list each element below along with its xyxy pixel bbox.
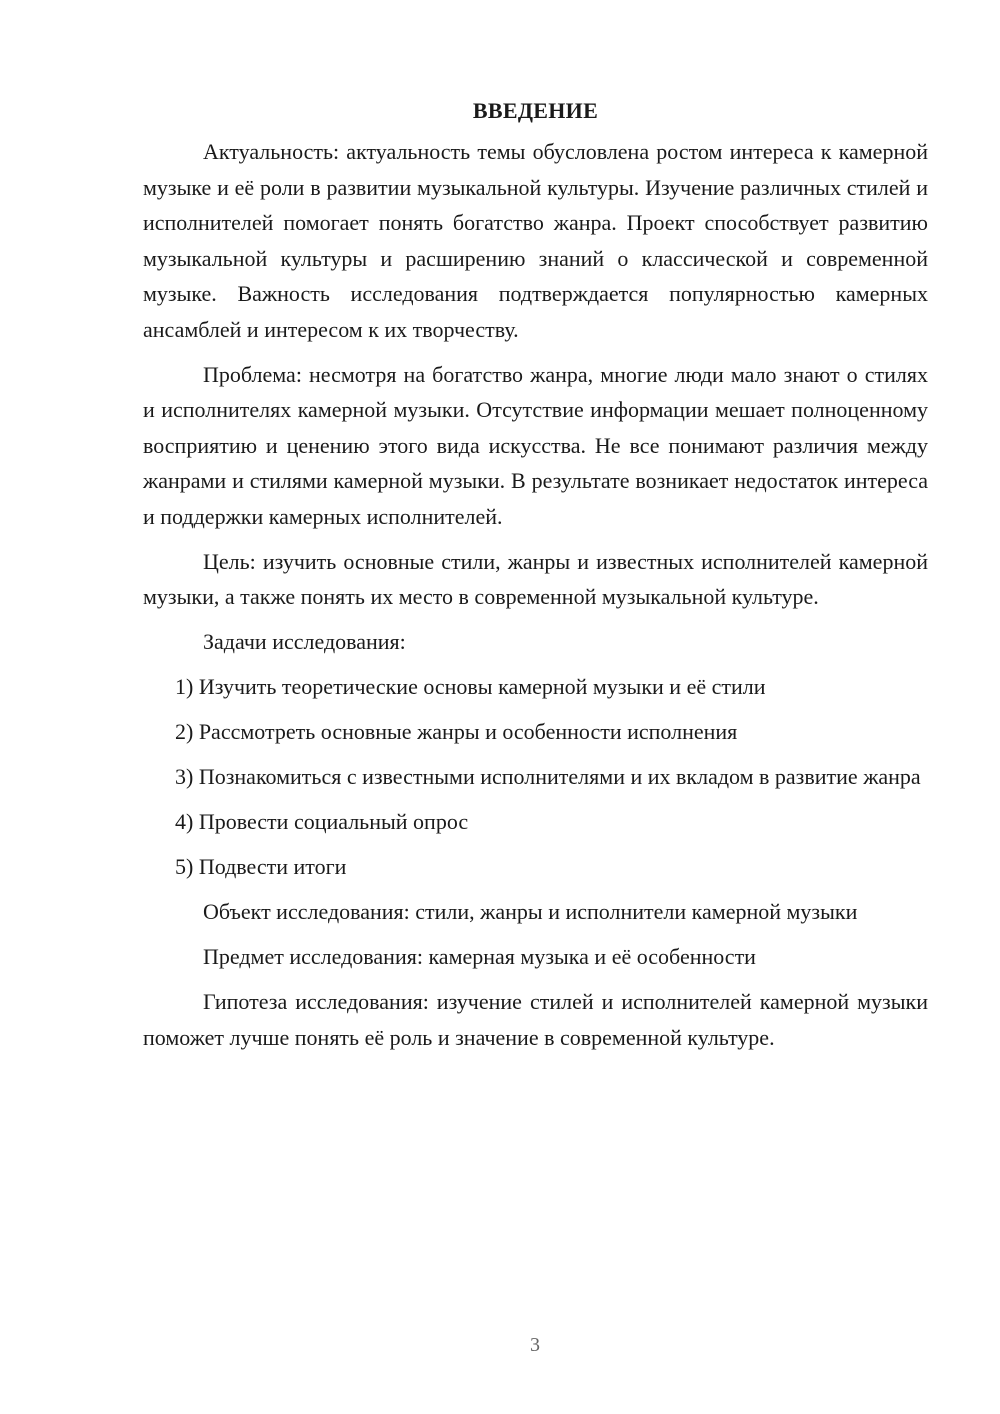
tasks-heading: Задачи исследования:: [203, 629, 406, 654]
problem-paragraph: Проблема: несмотря на богатство жанра, многие люди мало знают о стилях и исполнителях камерной музыки. Отсутствие информации мешает полноценному восприятию и ценению этого вида искусства. Не все понимают различия между жанрами и стилями камерной музыки. В результате возникает недостаток интереса и поддержки камерных исполнителей.: [143, 361, 928, 529]
relevance-paragraph: Актуальность: актуальность темы обусловлена ростом интереса к камерной музыке и её роли в развитии музыкальной культуры. Изучение различных стилей и исполнителей помогает понять богатство жанра. Проект способствует развитию музыкальной культуры и расширению знаний о классической и современной музыке. Важность исследования подтверждается популярностью камерных ансамблей и интересом к их творчеству.: [143, 139, 928, 342]
task-item-5: 5) Подвести итоги: [175, 854, 347, 879]
task-item-2: 2) Рассмотреть основные жанры и особенности исполнения: [175, 719, 738, 744]
task-item-3: 3) Познакомиться с известными исполнителями и их вкладом в развитие жанра: [175, 764, 921, 789]
document-page: [143, 94, 928, 1065]
page-number: 3: [530, 1334, 540, 1356]
page-title: ВВЕДЕНИЕ: [472, 98, 599, 123]
task-item-1: 1) Изучить теоретические основы камерной музыки и её стили: [175, 674, 766, 699]
hypothesis-paragraph: Гипотеза исследования: изучение стилей и исполнителей камерной музыки поможет лучше понять её роль и значение в современной культуре.: [143, 989, 928, 1050]
object-paragraph: Объект исследования: стили, жанры и исполнители камерной музыки: [203, 899, 858, 924]
goal-paragraph: Цель: изучить основные стили, жанры и известных исполнителей камерной музыки, а также понять их место в современной музыкальной культуре.: [143, 548, 928, 609]
subject-paragraph: Предмет исследования: камерная музыка и её особенности: [203, 944, 756, 969]
task-item-4: 4) Провести социальный опрос: [175, 809, 469, 834]
